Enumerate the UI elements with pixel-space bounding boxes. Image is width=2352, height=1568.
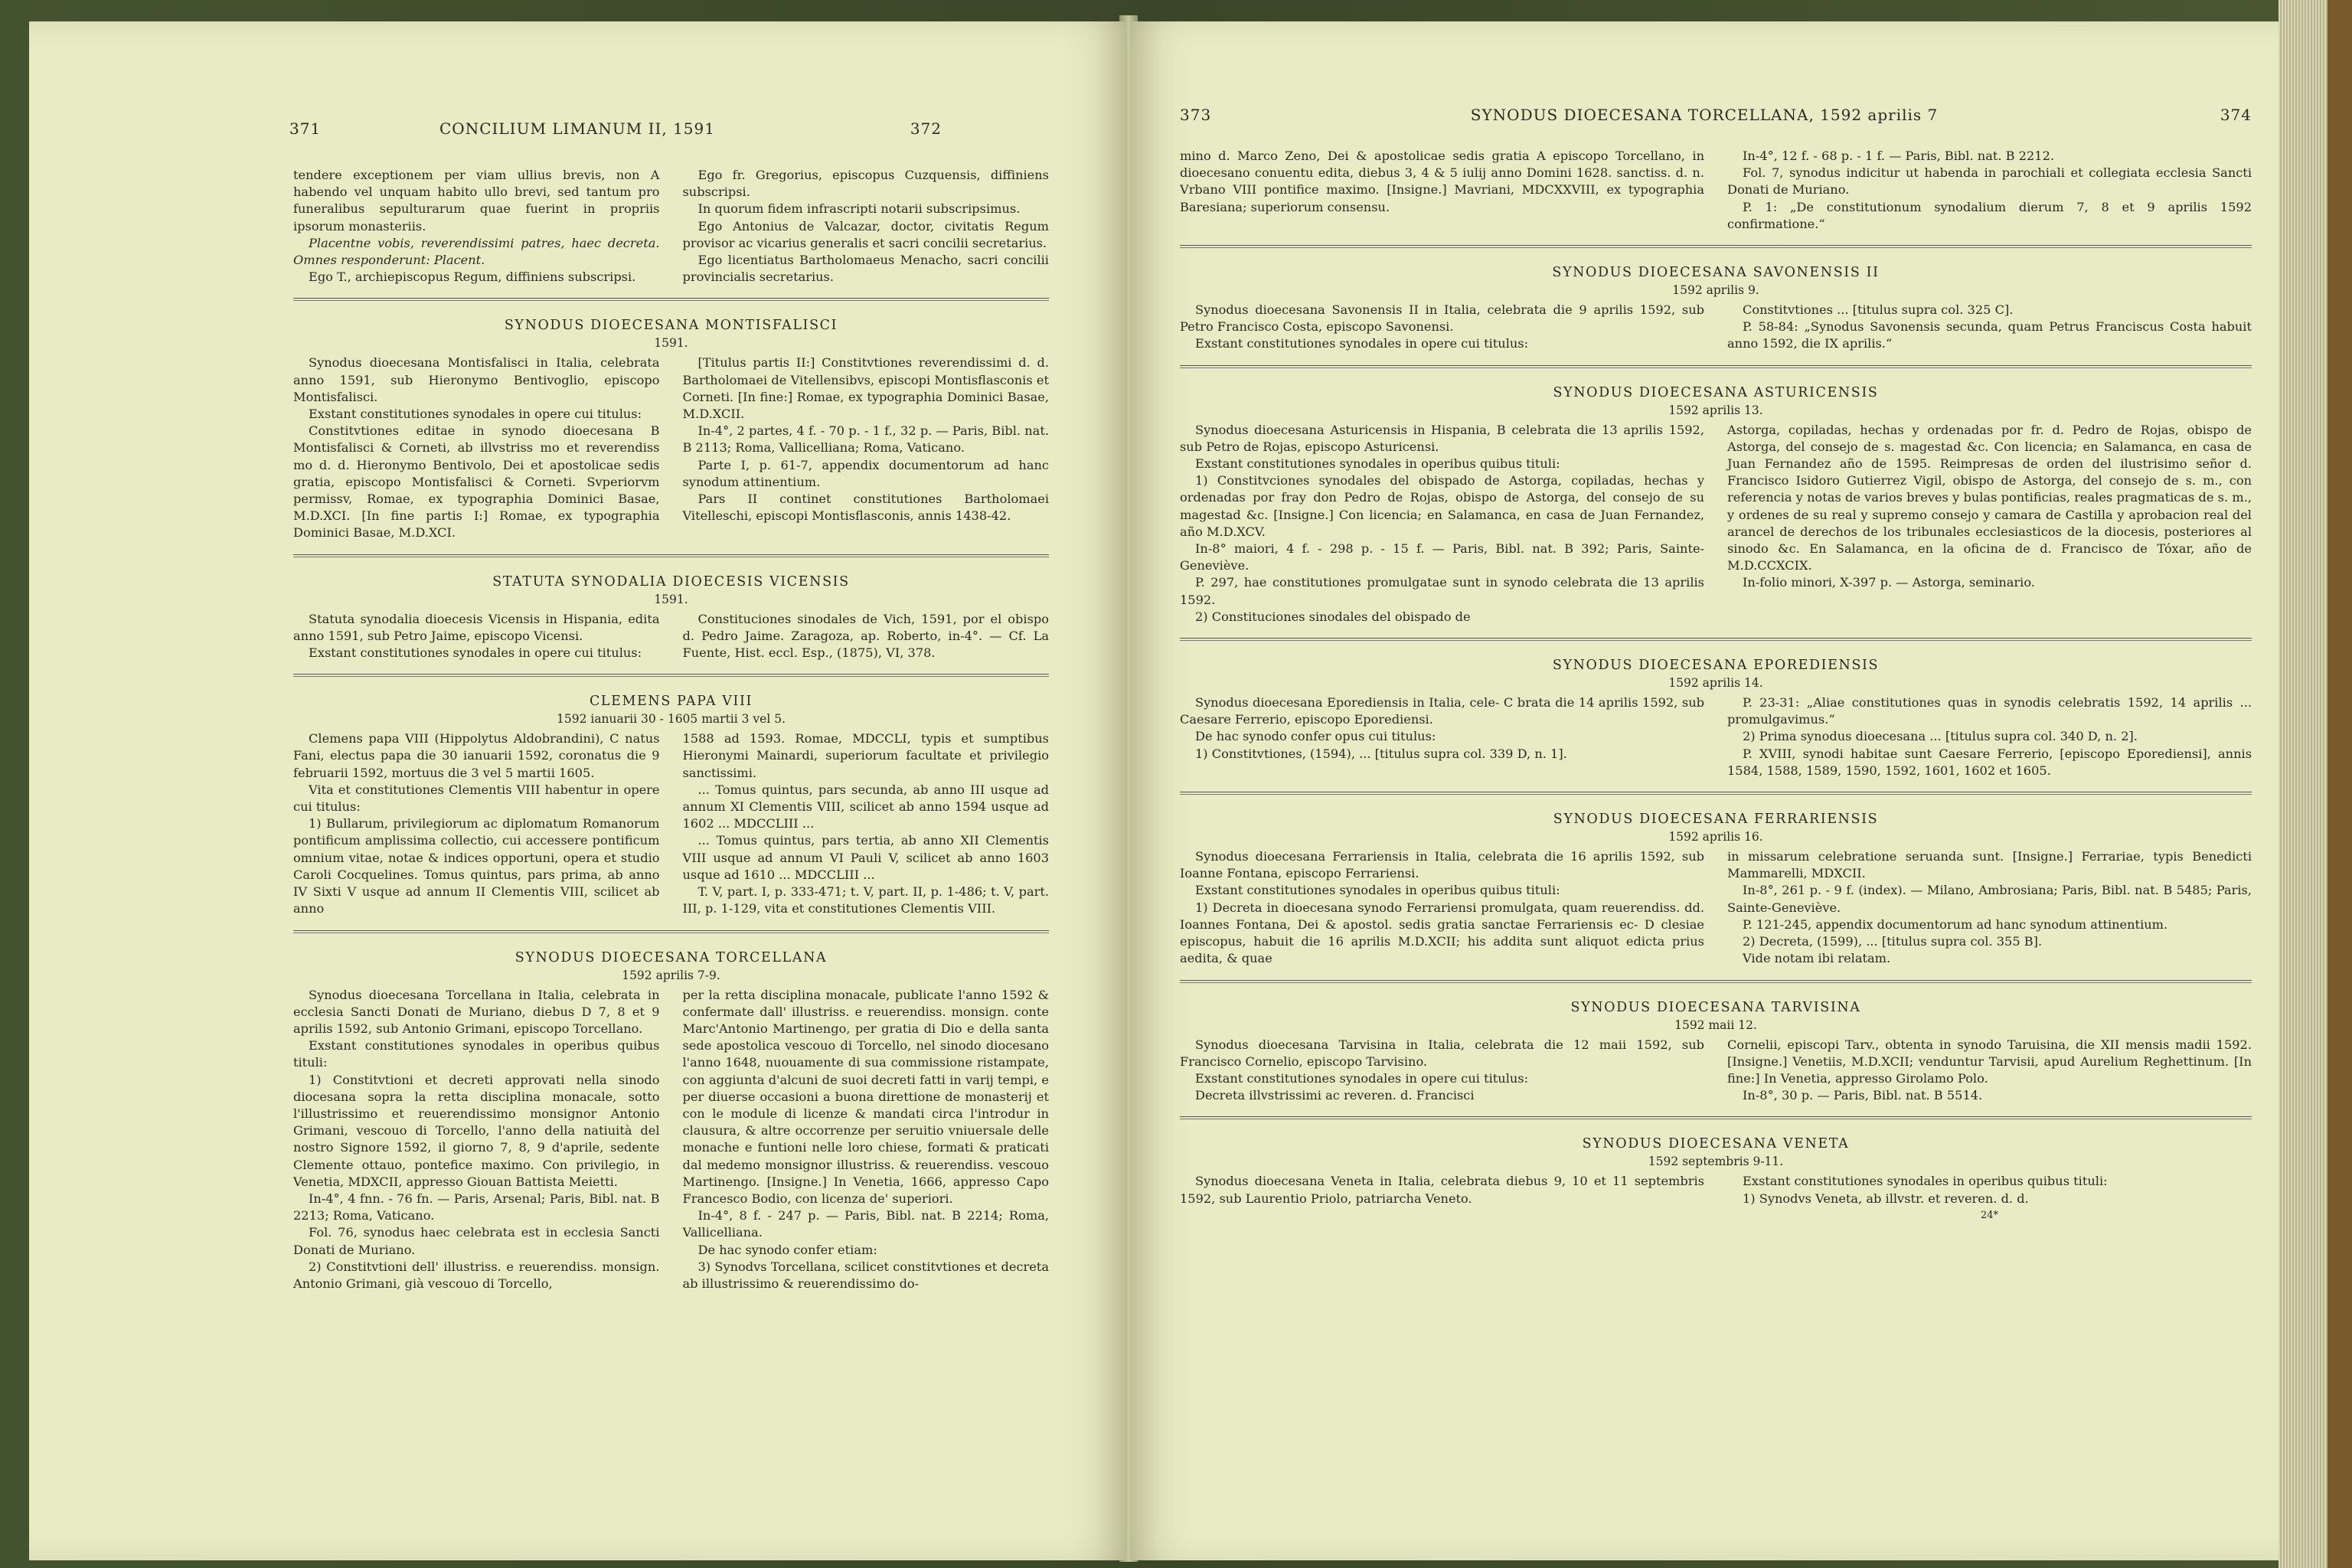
paragraph: ... Tomus quintus, pars tertia, ab anno XII Clementis VIII usque ad annum VI Pauli V, scilicet ab anno 1603 usque ad 1610 ... MDCCLIII ... bbox=[682, 833, 1049, 882]
paragraph: Decreta illvstrissimi ac reveren. d. Francisci bbox=[1195, 1088, 1475, 1103]
paragraph: T. V, part. I, p. 333-471; t. V, part. II, p. 1-486; t. V, part. III, p. 1-129, vita et constitutiones Clementis VIII. bbox=[682, 884, 1049, 916]
book-cover bbox=[2328, 0, 2352, 1568]
paragraph: Ego T., archiepiscopus Regum, diffiniens subscripsi. bbox=[309, 270, 636, 285]
paragraph: Astorga, copiladas, hechas y ordenadas por fr. d. Pedro de Rojas, obispo de Astorga, del consejo de s. magestad &c. Con licencia; en Salamanca, en casa de Juan Fernandez año de 1595. Reimpresas de orden del ilustrisimo señor d. Francisco Isidoro Gutierrez Vigil, obispo de Astorga, del consejo de s. m., con referencia y notas de varios breves y bulas pontificias, reales pragmaticas de s. m., y ordenes de su real y supremo consejo y camara de Castilla y aprobacion real del arancel de derechos de los tribunales ecclesiasticos de la diocesis, posteriores al sinodo &c. En Salamanca, en la oficina de d. Francisco de Tóxar, año de M.D.CCXCIX. bbox=[1727, 422, 2252, 573]
column-a bbox=[1180, 1037, 1704, 1105]
column-number-left: 373 bbox=[1180, 106, 1212, 124]
section-title: SYNODUS DIOECESANA TORCELLANA bbox=[514, 949, 828, 965]
paragraph: 1) Bullarum, privilegiorum ac diplomatum Romanorum pontificum amplissima collectio, cui accessere pontificum omnium vitae, notae & indices opportuni, opera et studio Caroli Cocquelines. Tomus quintus, pars prima, ab anno IV Sixti V usque ad annum II Clementis VIII, scilicet ab anno bbox=[293, 816, 660, 916]
intro-block bbox=[293, 167, 1049, 286]
paragraph: In-4°, 8 f. - 247 p. — Paris, Bibl. nat. B 2214; Roma, Vallicelliana. bbox=[682, 1208, 1049, 1240]
column-a bbox=[293, 167, 660, 286]
section-ferrariensis bbox=[1180, 810, 2252, 967]
section-divider bbox=[293, 298, 1049, 301]
paragraph: 3) Synodvs Torcellana, scilicet constitvtiones et decreta ab illustrissimo & reuerendissimo do- bbox=[682, 1259, 1049, 1291]
paragraph: De hac synodo confer opus cui titulus: bbox=[1195, 729, 1436, 744]
column-b bbox=[683, 730, 1050, 917]
paragraph: P. XVIII, synodi habitae sunt Caesare Ferrerio, [episcopo Eporediensi], annis 1584, 1588, 1589, 1590, 1592, 1601, 1602 et 1605. bbox=[1727, 746, 2252, 778]
column-b bbox=[1727, 1173, 2252, 1224]
paragraph: Fol. 76, synodus haec celebrata est in ecclesia Sancti Donati de Muriano. bbox=[293, 1225, 660, 1257]
paragraph: Synodus dioecesana Ferrariensis in Italia, celebrata die 16 aprilis 1592, sub Ioanne Fontana, episcopo Ferrariensi. bbox=[1180, 849, 1704, 881]
column-b bbox=[683, 354, 1050, 541]
paragraph: Synodus dioecesana Montisfalisci in Italia, celebrata anno 1591, sub Hieronymo Bentivoglio, episcopo Montisfalisci. bbox=[293, 355, 660, 404]
column-a bbox=[293, 354, 660, 541]
section-vicensis bbox=[293, 573, 1049, 662]
paragraph: Synodus dioecesana Torcellana in Italia, celebrata in ecclesia Sancti Donati de Muriano, diebus D 7, 8 et 9 aprilis 1592, sub Antonio Grimani, episcopo Torcellano. bbox=[293, 987, 660, 1036]
section-date: 1592 aprilis 9. bbox=[1672, 283, 1759, 298]
section-eporediensis bbox=[1180, 656, 2252, 779]
paragraph: Exstant constitutiones synodales in operibus quibus tituli: bbox=[1195, 456, 1560, 472]
paragraph: P. 1: „De constitutionum synodalium dierum 7, 8 et 9 aprilis 1592 confirmatione.“ bbox=[1727, 199, 2252, 231]
section-divider bbox=[1180, 365, 2252, 368]
column-b bbox=[1727, 1037, 2252, 1105]
section-title: STATUTA SYNODALIA DIOECESIS VICENSIS bbox=[492, 573, 850, 590]
paragraph: Statuta synodalia dioecesis Vicensis in Hispania, edita anno 1591, sub Petro Jaime, episcopo Vicensi. bbox=[293, 611, 660, 643]
paragraph: 1) Constitvciones synodales del obispado de Astorga, copiladas, hechas y ordenadas por fray don Pedro de Rojas, obispo de Astorga, del consejo de su magestad &c. [Insigne.] Con licencia; en Salamanca, en casa de Juan Fernandez, año M.D.XCV. bbox=[1180, 473, 1704, 539]
section-divider bbox=[293, 674, 1049, 677]
left-content bbox=[293, 167, 1049, 1530]
column-number-left: 371 bbox=[289, 119, 322, 138]
paragraph: Vita et constitutiones Clementis VIII habentur in opere cui titulus: bbox=[293, 782, 660, 815]
paragraph: Ego fr. Gregorius, episcopus Cuzquensis, diffiniens subscripsi. bbox=[682, 168, 1049, 200]
section-title: SYNODUS DIOECESANA SAVONENSIS II bbox=[1552, 265, 1880, 281]
paragraph: in missarum celebratione seruanda sunt. [Insigne.] Ferrariae, typis Benedicti Mammarelli, MDXCII. bbox=[1727, 849, 2252, 881]
paragraph: In-4°, 12 f. - 68 p. - 1 f. — Paris, Bibl. nat. B 2212. bbox=[1743, 149, 2055, 163]
paragraph: Synodus dioecesana Veneta in Italia, celebrata diebus 9, 10 et 11 septembris 1592, sub Laurentio Priolo, patriarcha Veneto. bbox=[1180, 1174, 1704, 1206]
section-date: 1591. bbox=[654, 336, 688, 351]
paragraph: Exstant constitutiones synodales in operibus quibus tituli: bbox=[1195, 883, 1560, 898]
section-asturicensis bbox=[1180, 384, 2252, 626]
paragraph: Clemens papa VIII (Hippolytus Aldobrandini), C natus Fani, electus papa die 30 ianuarii 1592, coronatus die 9 februarii 1592, mortuus die 3 vel 5 martii 1605. bbox=[293, 731, 660, 780]
section-tarvisina bbox=[1180, 998, 2252, 1105]
paragraph: 2) Prima synodus dioecesana ... [titulus supra col. 340 D, n. 2]. bbox=[1743, 729, 2138, 744]
column-b bbox=[683, 987, 1050, 1293]
paragraph: 2) Constitvtioni dell' illustriss. e reuerendiss. monsign. Antonio Grimani, già vescouo di Torcello, bbox=[293, 1259, 660, 1291]
paragraph: ... Tomus quintus, pars secunda, ab anno III usque ad annum XI Clementis VIII, scilicet ab anno 1594 usque ad 1602 ... MDCCLIII ... bbox=[682, 782, 1049, 831]
section-divider bbox=[1180, 792, 2252, 795]
paragraph: Pars II continet constitutiones Bartholomaei Vitelleschi, episcopi Montisflasconis, annis 1438-42. bbox=[682, 492, 1049, 524]
column-a bbox=[1180, 302, 1704, 353]
section-title: SYNODUS DIOECESANA TARVISINA bbox=[1570, 999, 1861, 1015]
section-divider bbox=[293, 554, 1049, 557]
column-b bbox=[683, 611, 1050, 662]
paragraph: Constitvtiones editae in synodo dioecesana B Montisfalisci & Corneti, ab illvstriss mo et reverendiss mo d. d. Hieronymo Bentivolo, Dei et apostolicae sedis gratia, episcopo Montisfalisci & Corneti. Svperiorvm permissv, Romae, ex typographia Dominici Basae, M.D.XCI. [In fine partis I:] Romae, ex typographia Dominici Basae, M.D.XCI. bbox=[293, 423, 660, 541]
section-date: 1592 aprilis 13. bbox=[1668, 403, 1763, 417]
paragraph: Parte I, p. 61-7, appendix documentorum ad hanc synodum attinentium. bbox=[682, 457, 1049, 489]
paragraph: Ego licentiatus Bartholomaeus Menacho, sacri concilii provincialis secretarius. bbox=[682, 253, 1049, 285]
paragraph: Exstant constitutiones synodales in opere cui titulus: bbox=[309, 645, 642, 661]
right-content bbox=[1180, 148, 2252, 1530]
running-head bbox=[1130, 106, 2278, 136]
section-date: 1592 aprilis 7-9. bbox=[622, 968, 720, 982]
left-page bbox=[29, 21, 1125, 1560]
column-a bbox=[1180, 148, 1704, 233]
paragraph: Exstant constitutiones synodales in operibus quibus tituli: bbox=[293, 1038, 660, 1070]
column-a bbox=[1180, 1173, 1704, 1224]
column-number-right: 372 bbox=[910, 119, 942, 138]
section-divider bbox=[1180, 638, 2252, 641]
section-montisfalisci bbox=[293, 316, 1049, 541]
paragraph: Placentne vobis, reverendissimi patres, haec decreta. Omnes responderunt: Placent. bbox=[293, 235, 660, 268]
column-a bbox=[1180, 422, 1704, 626]
section-clemens bbox=[293, 692, 1049, 917]
paragraph: per la retta disciplina monacale, publicate l'anno 1592 & confermate dall' illustriss. e reuerendiss. monsign. conte Marc'Antonio Martinengo, per gratia di Dio e della santa sede apostolica vescouo di Torcello, nel sinodo diocesano l'anno 1648, nuouamente di sua commissione ristampate, con aggiunta d'alcuni de suoi decreti fatti in varij tempi, e per diuerse occasioni a buona direttione de monasterij et con le module di licenze & mandati circa l'introdur in clausura, & altre occorrenze per seruitio vniuersale delle monache e funtioni nelle loro chiese, formati & praticati dal medemo monsignor illustriss. & reuerendiss. vescouo Martinengo. [Insigne.] In Venetia, 1666, appresso Capo Francesco Bodio, con licenza de' superiori. bbox=[682, 987, 1049, 1206]
paragraph: 2) Constituciones sinodales del obispado de bbox=[1195, 609, 1471, 624]
right-page bbox=[1130, 21, 2278, 1560]
running-title: CONCILIUM LIMANUM II, 1591 bbox=[439, 119, 715, 138]
intro-block bbox=[1180, 148, 2252, 233]
paragraph: Exstant constitutiones synodales in operibus quibus tituli: bbox=[1743, 1174, 2108, 1189]
section-title: SYNODUS DIOECESANA VENETA bbox=[1582, 1136, 1850, 1152]
paragraph: In-4°, 4 fnn. - 76 fn. — Paris, Arsenal; Paris, Bibl. nat. B 2213; Roma, Vaticano. bbox=[293, 1191, 660, 1223]
section-title: SYNODUS DIOECESANA FERRARIENSIS bbox=[1553, 812, 1879, 828]
paragraph: In-8°, 261 p. - 9 f. (index). — Milano, Ambrosiana; Paris, Bibl. nat. B 5485; Paris, Sainte-Geneviève. bbox=[1727, 883, 2252, 915]
paragraph: Fol. 7, synodus indicitur ut habenda in parochiali et collegiata ecclesia Sancti Donati de Muriano. bbox=[1727, 165, 2252, 198]
section-date: 1592 aprilis 16. bbox=[1668, 830, 1763, 844]
column-b bbox=[1727, 694, 2252, 779]
paragraph: P. 58-84: „Synodus Savonensis secunda, quam Petrus Franciscus Costa habuit anno 1592, die IX aprilis.“ bbox=[1727, 319, 2252, 351]
paragraph: Constitvtiones ... [titulus supra col. 325 C]. bbox=[1743, 302, 2014, 318]
paragraph: P. 297, hae constitutiones promulgatae sunt in synodo celebrata die 13 aprilis 1592. bbox=[1180, 575, 1704, 607]
section-title: SYNODUS DIOECESANA ASTURICENSIS bbox=[1553, 384, 1879, 400]
paragraph: 1) Constitvtiones, (1594), ... [titulus supra col. 339 D, n. 1]. bbox=[1195, 746, 1567, 761]
paragraph: Constituciones sinodales de Vich, 1591, por el obispo d. Pedro Jaime. Zaragoza, ap. Roberto, in-4°. — Cf. La Fuente, Hist. eccl. Esp., (1875), VI, 378. bbox=[682, 611, 1049, 661]
column-b bbox=[1727, 302, 2252, 353]
section-date: 1592 maii 12. bbox=[1674, 1018, 1757, 1032]
section-date: 1592 aprilis 14. bbox=[1668, 676, 1763, 691]
column-b bbox=[1727, 148, 2252, 233]
section-veneta bbox=[1180, 1135, 2252, 1224]
section-title: SYNODUS DIOECESANA EPOREDIENSIS bbox=[1552, 658, 1880, 674]
paragraph: P. 23-31: „Aliae constitutiones quas in synodis celebratis 1592, 14 aprilis ... promulgavimus.“ bbox=[1727, 695, 2252, 727]
paragraph: Synodus dioecesana Savonensis II in Italia, celebrata die 9 aprilis 1592, sub Petro Francisco Costa, episcopo Savonensi. bbox=[1180, 302, 1704, 335]
section-date: 1591. bbox=[654, 592, 688, 606]
paragraph: tendere exceptionem per viam ullius brevis, non A habendo vel unquam habito ullo brevi, sed tantum pro funeralibus sepulturarum quae fuerint in propriis ipsorum monasteriis. bbox=[293, 168, 660, 234]
column-a bbox=[293, 730, 660, 917]
column-a bbox=[293, 611, 660, 662]
paragraph: In-folio minori, X-397 p. — Astorga, seminario. bbox=[1743, 575, 2035, 590]
running-title: SYNODUS DIOECESANA TORCELLANA, 1592 aprilis 7 bbox=[1470, 106, 1939, 124]
paragraph: Exstant constitutiones synodales in opere cui titulus: bbox=[1195, 1070, 1529, 1086]
paragraph: mino d. Marco Zeno, Dei & apostolicae sedis gratia A episcopo Torcellano, in dioecesano conuentu edita, diebus 3, 4 & 5 iulij anno Domini 1628. sanctiss. d. n. Vrbano VIII pontifice maximo. [Insigne.] Mavriani, MDCXXVIII, ex typographia Baresiana; superiorum consensu. bbox=[1180, 149, 1704, 214]
paragraph: P. 121-245, appendix documentorum ad hanc synodum attinentium. bbox=[1743, 916, 2168, 932]
section-savonensis bbox=[1180, 263, 2252, 353]
paragraph: Synodus dioecesana Eporediensis in Italia, cele- C brata die 14 aprilis 1592, sub Caesare Ferrerio, episcopo Eporediensi. bbox=[1180, 695, 1704, 727]
paragraph: Exstant constitutiones synodales in opere cui titulus: bbox=[1195, 336, 1529, 351]
paragraph: Synodus dioecesana Tarvisina in Italia, celebrata die 12 maii 1592, sub Francisco Cornelio, episcopo Tarvisino. bbox=[1180, 1037, 1704, 1069]
section-divider bbox=[293, 930, 1049, 933]
section-title: CLEMENS PAPA VIII bbox=[589, 694, 753, 710]
paragraph: 1) Constitvtioni et decreti approvati nella sinodo diocesana sopra la retta disciplina monacale, sotto l'illustrissimo et reuerendissimo monsignor Antonio Grimani, vescouo di Torcello, l'anno della natiuità del nostro Signore 1592, il giorno 7, 8, 9 d'aprile, sedente Clemente ottauo, pontefice maximo. Con privilegio, in Venetia, MDXCII, appresso Giouan Battista Meietti. bbox=[293, 1072, 660, 1189]
signature-mark: 24* bbox=[1980, 1209, 1999, 1221]
column-a bbox=[293, 987, 660, 1293]
paragraph: In-4°, 2 partes, 4 f. - 70 p. - 1 f., 32 p. — Paris, Bibl. nat. B 2113; Roma, Vallicelliana; Roma, Vaticano. bbox=[682, 423, 1049, 456]
section-divider bbox=[1180, 1116, 2252, 1119]
paragraph: De hac synodo confer etiam: bbox=[697, 1242, 877, 1257]
paragraph: 1) Decreta in dioecesana synodo Ferrariensi promulgata, quam reuerendiss. dd. Ioannes Fontana, Dei & apostol. sedis gratia sanctae Ferrariensis ec- D clesiae episcopus, habuit die 16 aprilis M.D.XCII; his addita sunt aliquot edicta prius aedita, & quae bbox=[1180, 900, 1704, 966]
paragraph: In-8°, 30 p. — Paris, Bibl. nat. B 5514. bbox=[1743, 1088, 1983, 1103]
paragraph: 1588 ad 1593. Romae, MDCCLI, typis et sumptibus Hieronymi Mainardi, superiorum facultate et privilegio sanctissimi. bbox=[682, 731, 1049, 780]
paragraph: 2) Decreta, (1599), ... [titulus supra col. 355 B]. bbox=[1743, 934, 2043, 949]
column-b bbox=[1727, 422, 2252, 626]
column-number-right: 374 bbox=[2220, 106, 2252, 124]
column-b bbox=[1727, 848, 2252, 967]
section-torcellana bbox=[293, 949, 1049, 1293]
paragraph: 1) Synodvs Veneta, ab illvstr. et reveren. d. d. bbox=[1743, 1191, 2029, 1206]
paragraph: Ego Antonius de Valcazar, doctor, civitatis Regum provisor ac vicarius generalis et sacri concilii secretarius. bbox=[682, 218, 1049, 250]
paragraph: [Titulus partis II:] Constitvtiones reverendissimi d. d. Bartholomaei de Vitellensibvs, episcopi Montisflasconis et Corneti. [In fine:] Romae, ex typographia Dominici Basae, M.D.XCII. bbox=[682, 355, 1049, 422]
paragraph: Cornelii, episcopi Tarv., obtenta in synodo Taruisina, die XII mensis madii 1592. [Insigne.] Venetiis, M.D.XCII; venduntur Tarvisii, apud Aurelium Reghettinum. [In fine:] In Venetia, appresso Girolamo Polo. bbox=[1727, 1037, 2252, 1086]
paragraph: Vide notam ibi relatam. bbox=[1743, 951, 1891, 966]
paragraph: Exstant constitutiones synodales in opere cui titulus: bbox=[309, 407, 642, 422]
paragraph: In quorum fidem infrascripti notarii subscripsimus. bbox=[697, 201, 1021, 217]
section-divider bbox=[1180, 245, 2252, 248]
running-head bbox=[29, 119, 1125, 150]
section-date: 1592 septembris 9-11. bbox=[1648, 1155, 1784, 1169]
paragraph: In-8° maiori, 4 f. - 298 p. - 15 f. — Paris, Bibl. nat. B 392; Paris, Sainte-Geneviève. bbox=[1180, 541, 1704, 573]
column-b bbox=[683, 167, 1050, 286]
column-a bbox=[1180, 848, 1704, 967]
section-divider bbox=[1180, 980, 2252, 983]
column-a bbox=[1180, 694, 1704, 779]
section-title: SYNODUS DIOECESANA MONTISFALISCI bbox=[504, 318, 838, 334]
paragraph: Synodus dioecesana Asturicensis in Hispania, B celebrata die 13 aprilis 1592, sub Petro de Rojas, episcopo Asturicensi. bbox=[1180, 422, 1704, 454]
section-date: 1592 ianuarii 30 - 1605 martii 3 vel 5. bbox=[556, 712, 786, 727]
